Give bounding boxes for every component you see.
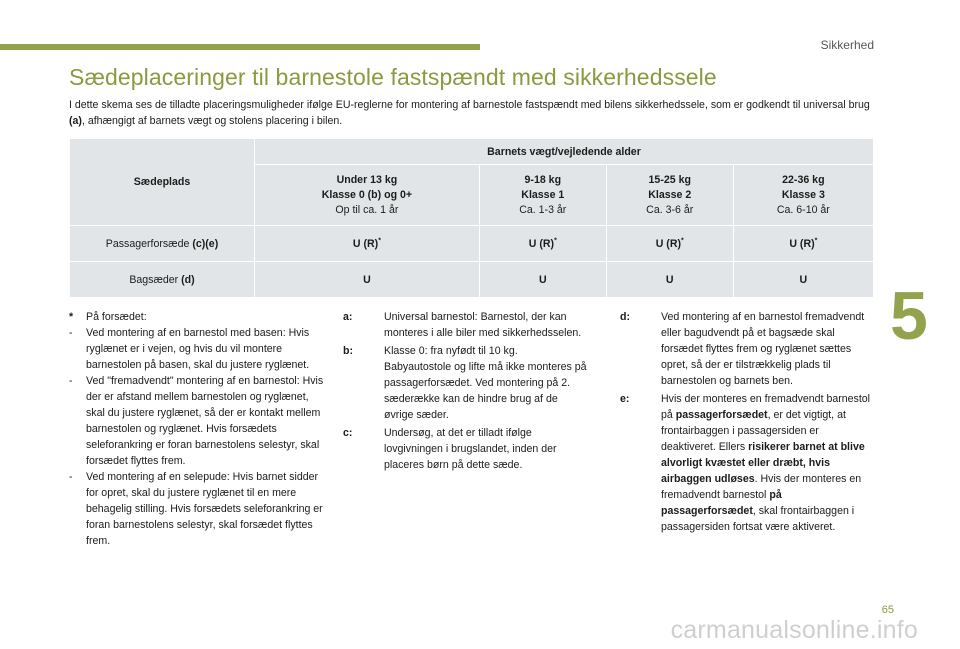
seat-column-header: Sædeplads [70, 139, 255, 226]
table-row [70, 262, 874, 298]
notes-column [343, 309, 587, 475]
page-number: 65 [881, 604, 894, 616]
value-cell: U [733, 262, 873, 298]
category-cell: 9-18 kg Klasse 1 Ca. 1-3 år [479, 165, 606, 226]
intro-paragraph [69, 97, 879, 129]
table-header-row [70, 139, 874, 165]
seat-cell: Passagerforsæde (c)(e) [70, 226, 255, 262]
header-accent-bar [0, 44, 480, 50]
note-c: c: Undersøg, at det er tilladt ifølge lovgivningen i brugslandet, inden der placeres børn på dette sæde. [343, 427, 557, 471]
child-seat-table [69, 138, 874, 298]
value-cell: U (R)* [255, 226, 480, 262]
intro-text-2: , afhængigt af barnets vægt og stolens placering i bilen. [81, 115, 343, 127]
list-item: - Ved montering af en selepude: Hvis barnet sidder for opret, skal du justere ryglænet til en mere behagelig stilling. Hvis forsædets seleforankring er foran barnestolens selestyr, skal forsædet flyttes frem. [69, 471, 323, 547]
note-b: b: Klasse 0: fra nyfødt til 10 kg. Babyautostole og lifte må ikke monteres på passagerforsædet. Ved montering på 2. sæderække kan de hindre brug af de øvrige sæder. [343, 345, 587, 421]
category-cell: 22-36 kg Klasse 3 Ca. 6-10 år [733, 165, 873, 226]
watermark-logo: carmanualsonline.info [670, 616, 918, 644]
intro-text-1: I dette skema ses de tilladte placeringsmuligheder ifølge EU-reglerne for montering af barnestole fastspændt med bilens sikkerhedssele, som er godkendt til universal brug [69, 99, 870, 111]
section-label: Sikkerhed [820, 38, 874, 52]
value-cell: U (R)* [479, 226, 606, 262]
footnote-heading: * På forsædet: [69, 311, 147, 323]
notes-column-right [620, 309, 876, 537]
value-cell: U (R)* [606, 226, 733, 262]
weight-group-header: Barnets vægt/vejledende alder [255, 139, 874, 165]
intro-bold: (a) [69, 115, 82, 127]
table-row [70, 226, 874, 262]
category-cell: 15-25 kg Klasse 2 Ca. 3-6 år [606, 165, 733, 226]
note-e: e: Hvis der monteres en fremadvendt barnestol på passagerforsædet, er det vigtigt, at frontairbaggen i passagersiden er deaktiveret. Ellers risikerer barnet at blive alvorligt kvæstet eller dræbt, hvis airbaggen udløses. Hvis der monteres en fremadvendt barnestol på passagerforsædet, skal frontairbaggen i passagersiden fortsat være aktiveret. [620, 393, 871, 533]
category-cell: Under 13 kg Klasse 0 (b) og 0+ Op til ca. 1 år [255, 165, 480, 226]
note-a: a: Universal barnestol: Barnestol, der kan monteres i alle biler med sikkerhedsselen. [343, 311, 582, 339]
value-cell: U [606, 262, 733, 298]
value-cell: U [255, 262, 480, 298]
value-cell: U [479, 262, 606, 298]
page-title: Sædeplaceringer til barnestole fastspændt med sikkerhedssele [69, 64, 717, 90]
chapter-number: 5 [890, 278, 928, 354]
footnote-column [69, 309, 327, 549]
value-cell: U (R)* [733, 226, 873, 262]
note-d: d: Ved montering af en barnestol fremadvendt eller bagudvendt på et bagsæde skal forsædet flyttes frem og ryglænet sættes opret, så der er tilstrækkelig plads til barnestolen og barnets ben. [620, 311, 865, 387]
list-item: - Ved montering af en barnestol med basen: Hvis ryglænet er i vejen, og hvis du vil montere barnestolen på basen, skal du justere ryglænet. [69, 327, 310, 371]
seat-cell: Bagsæder (d) [70, 262, 255, 298]
list-item: - Ved "fremadvendt" montering af en barnestol: Hvis der er afstand mellem barnestolen og ryglænet, skal du justere ryglænet, så der er kontakt mellem barnestolen og ryglænet. Hvis forsædets seleforankring er foran barnestolens selestyr, skal forsædet flyttes frem. [69, 375, 324, 467]
